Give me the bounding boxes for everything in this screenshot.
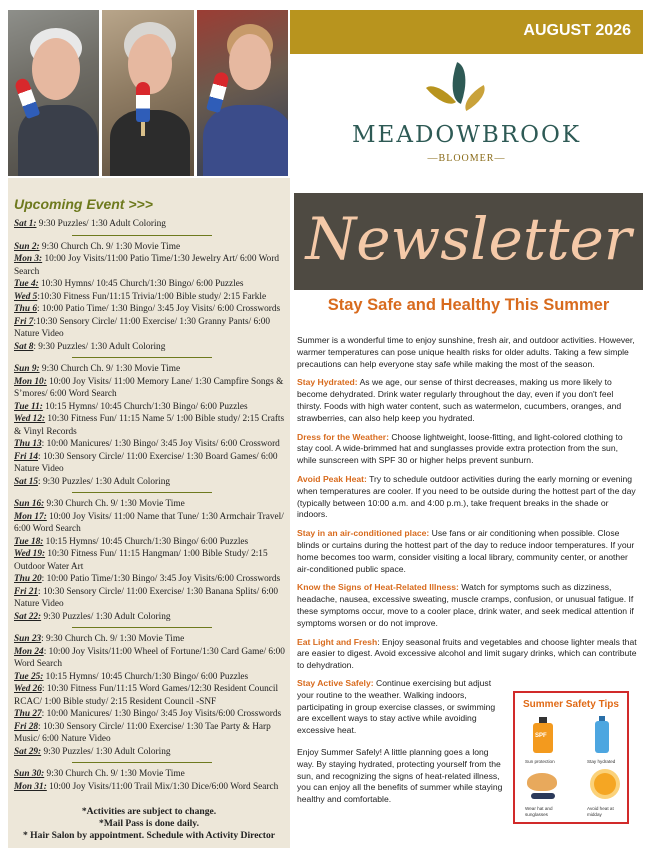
week-separator — [72, 627, 212, 628]
event-text: :10:30 Fitness Fun/11:15 Trivia/1:00 Bible study/ 2:15 Farkle — [37, 291, 267, 302]
event-text: 9:30 Church Ch. 9/ 1:30 Movie Time — [39, 364, 181, 374]
event-item — [14, 376, 290, 401]
photo-resident-2 — [102, 10, 193, 176]
event-text: 10:15 Hymns/ 10:45 Church/1:30 Bingo/ 6:00 Puzzles — [43, 671, 249, 682]
event-date: Mon 3: — [14, 254, 43, 264]
event-item — [14, 721, 290, 746]
event-date: Thu 27 — [14, 709, 42, 719]
article-section — [297, 528, 639, 575]
event-date: Tue 25: — [14, 671, 44, 682]
event-item — [14, 511, 290, 536]
article-headline: Stay Safe and Healthy This Summer — [327, 296, 610, 314]
summer-safety-tips-card — [513, 691, 629, 824]
event-date: Wed 26 — [14, 684, 42, 694]
event-text: : 10:00 Manicures/ 1:30 Bingo/ 3:45 Joy Visits/ 6:00 Crossword — [41, 439, 280, 449]
upcoming-events-panel — [8, 178, 290, 848]
note-line: *Mail Pass is done daily. — [99, 818, 199, 829]
event-item — [14, 708, 290, 721]
event-date: Mon 10: — [14, 376, 47, 387]
event-item — [14, 451, 290, 476]
event-item — [14, 781, 290, 794]
event-date: Sun 9: — [14, 364, 40, 374]
tip-caption: Avoid heat at midday — [587, 806, 614, 817]
event-item — [14, 413, 290, 438]
event-item — [14, 341, 290, 354]
week-separator — [72, 762, 212, 763]
event-item — [14, 611, 290, 624]
event-text: : 9:30 Puzzles/ 1:30 Adult Coloring — [33, 341, 166, 352]
article-section — [297, 377, 639, 424]
tip-caption: Stay hydrated — [587, 759, 616, 764]
spf-label: SPF — [535, 733, 547, 739]
note-line: *Activities are subject to change. — [81, 806, 217, 817]
banner-title: Newsletter — [305, 205, 632, 273]
event-date: Sat 8 — [14, 341, 34, 352]
event-date: Tue 18: — [14, 536, 44, 547]
section-heading: Stay Hydrated: — [297, 377, 358, 388]
section-text: Try to schedule outdoor activities during the early morning or evening when temperatures are cooler. If you need to be outside during the hottest part of the day (typically between 10:00 a.m. and 4:00 p.m.), take frequent breaks in the shade or indoors. — [297, 473, 636, 520]
event-item — [14, 671, 290, 684]
event-date: Fri 7 — [14, 316, 34, 327]
event-item — [14, 498, 290, 511]
sunscreen-icon — [533, 723, 553, 753]
event-date: Sun 16: — [14, 499, 45, 509]
event-item — [14, 536, 290, 549]
title-bar — [290, 10, 643, 54]
event-text: : 10:30 Sensory Circle/ 11:00 Exercise/ 1:30 Tae Party & Harp Music/ 6:00 Nature Video — [14, 721, 271, 744]
event-text: :10:30 Sensory Circle/ 11:00 Exercise/ 1:30 Granny Pants/ 6:00 Nature Video — [14, 316, 271, 339]
event-item — [14, 253, 290, 278]
event-text: 10:00 Joy Visits/ 11:00 Name that Tune/ 1:30 Armchair Travel/ 6:00 Word Search — [14, 511, 284, 534]
logo-tagline: —BLOOMER— — [427, 153, 506, 164]
article-eat-paragraph — [297, 637, 639, 672]
photo-resident-1 — [8, 10, 99, 176]
event-text: 9:30 Church Ch. 9/ 1:30 Movie Time — [39, 241, 181, 252]
event-item — [14, 746, 290, 759]
newsletter-banner — [294, 193, 643, 290]
event-text: 10:30 Fitness Fun/ 11:15 Name 5/ 1:00 Bible study/ 2:15 Crafts & Vinyl Records — [14, 414, 285, 437]
event-date: Fri 28 — [14, 721, 39, 732]
event-date: Sat 1: — [14, 219, 37, 229]
event-text: 9:30 Puzzles/ 1:30 Adult Coloring — [36, 219, 166, 229]
event-date: Sat 29: — [14, 746, 42, 757]
event-item — [14, 683, 290, 708]
tips-title: Summer Safety Tips — [523, 699, 619, 710]
event-text: : 10:30 Sensory Circle/ 11:00 Exercise/ 1:30 Board Games/ 6:00 Nature Video — [14, 451, 278, 474]
event-item — [14, 646, 290, 671]
activity-notes — [14, 806, 284, 842]
article-section — [297, 582, 639, 629]
event-text: : 10:00 Patio Time/1:30 Bingo/ 3:45 Joy Visits/6:00 Crosswords — [41, 574, 281, 584]
sun-hat-icon — [527, 773, 557, 791]
event-text: 9:30 Puzzles/ 1:30 Adult Coloring — [41, 746, 171, 757]
event-item — [14, 401, 290, 414]
note-line: * Hair Salon by appointment. Schedule with Activity Director — [22, 830, 276, 841]
event-text: 9:30 Church Ch. 9/ 1:30 Movie Time — [44, 499, 185, 509]
event-item — [14, 586, 290, 611]
event-text: 10:00 Joy Visits/ 11:00 Memory Lane/ 1:30 Campfire Songs & S’mores/ 6:00 Word Search — [14, 376, 284, 399]
event-item — [14, 316, 290, 341]
resident-photos — [8, 10, 288, 176]
event-date: Sun 23 — [14, 634, 42, 644]
article-section — [297, 474, 639, 521]
meadowbrook-logo — [290, 58, 643, 178]
section-heading: Avoid Peak Heat: — [297, 473, 367, 484]
event-date: Tue 4: — [14, 279, 39, 289]
week-separator — [72, 492, 212, 493]
logo-wordmark: MEADOWBROOK — [352, 122, 581, 148]
event-date: Wed 5 — [14, 291, 38, 302]
event-date: Mon 24 — [14, 646, 44, 657]
sun-icon — [594, 773, 616, 795]
event-text: 9:30 Puzzles/ 1:30 Adult Coloring — [41, 611, 171, 622]
event-date: Sat 15 — [14, 476, 39, 487]
event-text: 10:30 Hymns/ 10:45 Church/1:30 Bingo/ 6:00 Puzzles — [38, 279, 244, 289]
water-bottle-icon — [595, 721, 609, 753]
event-date: Tue 11: — [14, 401, 43, 412]
article-section — [297, 432, 639, 467]
event-date: Fri 21 — [14, 586, 39, 597]
event-text: : 10:00 Patio Time/ 1:30 Bingo/ 3:45 Joy Visits/ 6:00 Crosswords — [37, 304, 281, 314]
sunglasses-icon — [531, 793, 555, 799]
event-date: Sun 30: — [14, 769, 45, 779]
event-text: 9:30 Church Ch. 9/ 1:30 Movie Time — [44, 769, 185, 779]
event-item — [14, 241, 290, 254]
event-text: 10:00 Joy Visits/11:00 Trail Mix/1:30 Dice/6:00 Word Search — [46, 781, 279, 792]
event-date: Mon 17: — [14, 511, 47, 522]
event-text: 10:15 Hymns/ 10:45 Church/1:30 Bingo/ 6:00 Puzzles — [43, 536, 249, 547]
article-sections — [297, 377, 639, 629]
tip-caption: Wear hat and sunglasses — [525, 806, 553, 817]
event-date: Wed 12: — [14, 414, 46, 424]
week-separator — [72, 357, 212, 358]
event-text: : 10:00 Manicures/ 1:30 Bingo/ 3:45 Joy Visits/6:00 Crosswords — [41, 709, 282, 719]
event-item — [14, 633, 290, 646]
event-item — [14, 573, 290, 586]
section-text: Use fans or air conditioning when possible. Close blinds or curtains during the hottest part of the day to reduce indoor temperatures. If your home becomes too warm, consider visiting a local library, community center, or another air-conditioned public space. — [297, 528, 635, 574]
event-item — [14, 218, 290, 231]
week-separator — [72, 235, 212, 236]
article-closing: Enjoy Summer Safely! A little planning goes a long way. By staying hydrated, protecting yourself from the sun, and recognizing the signs of heat-related illness, you can enjoy all the benefits of summer while staying healthy and comfortable. — [297, 746, 503, 805]
upcoming-title: Upcoming Event >>> — [14, 196, 153, 212]
article-intro: Summer is a wonderful time to enjoy sunshine, fresh air, and outdoor activities. However, warmer temperatures can pose unique health risks for older adults. Taking a few simple precautions can help everyone stay safe while making the most of the season. — [297, 335, 635, 369]
event-text: : 10:30 Sensory Circle/ 11:00 Exercise/ 1:30 Banana Splits/ 6:00 Nature Video — [14, 586, 279, 609]
event-text: : 10:00 Joy Visits/11:00 Wheel of Fortune/1:30 Card Game/ 6:00 Word Search — [14, 646, 285, 669]
event-text: : 10:30 Fitness Fun/11:15 Word Games/12:30 Resident Council RCAC/ 1:00 Bible study/ 2:15 Resident Council -SNF — [14, 684, 279, 707]
tip-caption: Sun protection — [525, 759, 555, 764]
article-active-paragraph — [297, 678, 505, 737]
event-item — [14, 476, 290, 489]
issue-month: AUGUST 2026 — [523, 22, 631, 39]
event-date: Sat 22: — [14, 611, 42, 622]
event-item — [14, 291, 290, 304]
event-text: 10:15 Hymns/ 10:45 Church/1:30 Bingo/ 6:00 Puzzles — [42, 401, 248, 412]
eat-text: : Enjoy seasonal fruits and vegetables and choose lighter meals that are easier to digest. Avoid excessive alcohol and limit sugary drinks, which can contribute to dehydration. — [297, 636, 637, 671]
event-text: : 9:30 Church Ch. 9/ 1:30 Movie Time — [41, 634, 185, 644]
event-item — [14, 768, 290, 781]
event-item — [14, 303, 290, 316]
event-date: Mon 31: — [14, 781, 47, 792]
event-date: Sun 2: — [14, 241, 40, 252]
event-date: Thu 20 — [14, 574, 42, 584]
section-text: As we age, our sense of thirst decreases, making us more likely to become dehydrated. Drink water regularly throughout the day, even if you don't feel thirsty. Foods with high water content, such as watermelon, cucumbers, oranges, and strawberries, can also help keep you hydrated. — [297, 377, 622, 423]
event-text: : 9:30 Puzzles/ 1:30 Adult Coloring — [38, 476, 170, 487]
events-list — [14, 218, 290, 793]
event-item — [14, 363, 290, 376]
event-item — [14, 438, 290, 451]
active-text: Continue exercising but adjust your routine to the weather. Walking indoors, participating in group exercise classes, or swimming are excellent ways to stay active while avoiding excessive heat. — [297, 677, 496, 736]
photo-resident-3 — [197, 10, 288, 176]
active-heading: Stay Active Safely: — [297, 677, 374, 688]
event-date: Thu 13 — [14, 439, 42, 449]
section-text: Watch for symptoms such as dizziness, headache, nausea, excessive sweating, muscle cramps, confusion, or unusual fatigue. If these symptoms occur, move to a cooler place, drink water, and seek medical attention if symptoms worsen or do not improve. — [297, 582, 634, 628]
section-heading: Stay in an air-conditioned place: — [297, 528, 430, 539]
eat-heading: Eat Light and Fresh — [297, 636, 378, 647]
event-item — [14, 278, 290, 291]
event-date: Wed 19: — [14, 549, 46, 559]
section-heading: Know the Signs of Heat-Related Illness: — [297, 582, 459, 593]
section-heading: Dress for the Weather: — [297, 431, 390, 442]
event-date: Thu 6 — [14, 304, 37, 314]
event-text: 10:30 Fitness Fun/ 11:15 Hangman/ 1:00 Bible Study/ 2:15 Outdoor Water Art — [14, 549, 268, 572]
section-text: Choose lightweight, loose-fitting, and light-colored clothing to stay cool. A wide-brimmed hat and sunglasses provide extra protection from the sun, while sunscreen with SPF 30 or higher helps prevent sunburn. — [297, 431, 623, 466]
event-text: 10:00 Joy Visits/11:00 Patio Time/1:30 Jewelry Art/ 6:00 Word Search — [14, 254, 280, 277]
event-item — [14, 548, 290, 573]
event-date: Fri 14 — [14, 451, 39, 462]
